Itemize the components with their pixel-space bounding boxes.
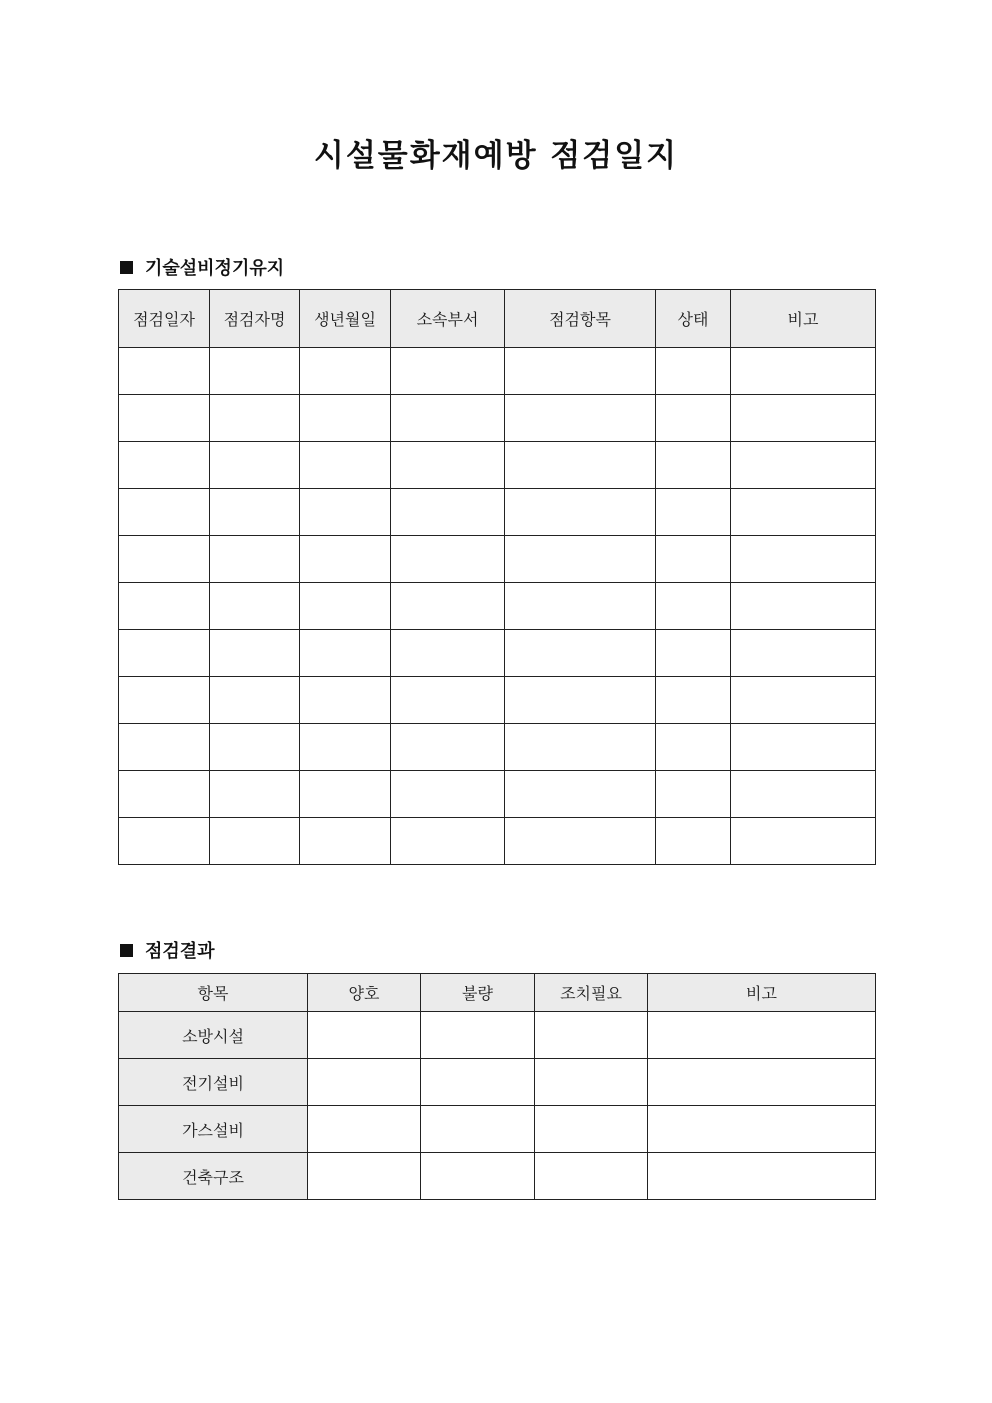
entry-cell[interactable] xyxy=(648,1106,876,1153)
entry-cell[interactable] xyxy=(535,1012,648,1059)
entry-cell[interactable] xyxy=(300,536,391,583)
row-label: 건축구조 xyxy=(119,1153,308,1200)
entry-cell[interactable] xyxy=(210,583,300,630)
entry-cell[interactable] xyxy=(731,442,876,489)
entry-cell[interactable] xyxy=(421,1106,535,1153)
table-row xyxy=(119,1106,876,1153)
column-header: 항목 xyxy=(119,974,308,1012)
entry-cell[interactable] xyxy=(210,630,300,677)
entry-cell[interactable] xyxy=(308,1012,421,1059)
entry-cell[interactable] xyxy=(210,677,300,724)
table-row xyxy=(119,677,876,724)
table-row xyxy=(119,630,876,677)
entry-cell[interactable] xyxy=(300,442,391,489)
entry-cell[interactable] xyxy=(656,818,731,865)
page-title: 시설물화재예방 점검일지 xyxy=(313,138,679,174)
entry-cell[interactable] xyxy=(421,1153,535,1200)
table-header-row xyxy=(119,290,876,348)
table-row xyxy=(119,1059,876,1106)
entry-cell[interactable] xyxy=(391,771,505,818)
black-square-icon xyxy=(120,261,133,274)
table-row xyxy=(119,818,876,865)
entry-cell[interactable] xyxy=(391,583,505,630)
entry-cell[interactable] xyxy=(505,677,656,724)
entry-cell[interactable] xyxy=(119,724,210,771)
entry-cell[interactable] xyxy=(300,818,391,865)
column-header: 점검일자 xyxy=(119,290,210,348)
entry-cell[interactable] xyxy=(648,1153,876,1200)
entry-cell[interactable] xyxy=(391,489,505,536)
column-header: 상태 xyxy=(656,290,731,348)
table-row xyxy=(119,536,876,583)
entry-cell[interactable] xyxy=(656,583,731,630)
entry-cell[interactable] xyxy=(731,536,876,583)
entry-cell[interactable] xyxy=(300,677,391,724)
entry-cell[interactable] xyxy=(731,818,876,865)
column-header: 비고 xyxy=(648,974,876,1012)
entry-cell[interactable] xyxy=(391,818,505,865)
entry-cell[interactable] xyxy=(656,442,731,489)
entry-cell[interactable] xyxy=(505,442,656,489)
column-header: 점검항목 xyxy=(505,290,656,348)
entry-cell[interactable] xyxy=(391,677,505,724)
entry-cell[interactable] xyxy=(648,1059,876,1106)
entry-cell[interactable] xyxy=(505,724,656,771)
entry-cell[interactable] xyxy=(119,771,210,818)
column-header: 비고 xyxy=(731,290,876,348)
section-heading-results xyxy=(120,937,215,963)
entry-cell[interactable] xyxy=(505,395,656,442)
entry-cell[interactable] xyxy=(300,630,391,677)
entry-cell[interactable] xyxy=(731,771,876,818)
entry-cell[interactable] xyxy=(300,395,391,442)
entry-cell[interactable] xyxy=(391,395,505,442)
entry-cell[interactable] xyxy=(731,489,876,536)
entry-cell[interactable] xyxy=(210,348,300,395)
table-row xyxy=(119,1012,876,1059)
entry-cell[interactable] xyxy=(505,348,656,395)
entry-cell[interactable] xyxy=(731,348,876,395)
entry-cell[interactable] xyxy=(656,536,731,583)
entry-cell[interactable] xyxy=(119,536,210,583)
entry-cell[interactable] xyxy=(535,1106,648,1153)
entry-cell[interactable] xyxy=(119,489,210,536)
entry-cell[interactable] xyxy=(656,348,731,395)
inspection-result-table xyxy=(118,973,876,1200)
column-header: 양호 xyxy=(308,974,421,1012)
row-label: 전기설비 xyxy=(119,1059,308,1106)
entry-cell[interactable] xyxy=(505,630,656,677)
entry-cell[interactable] xyxy=(308,1059,421,1106)
section-heading-maintenance xyxy=(120,254,284,280)
entry-cell[interactable] xyxy=(300,724,391,771)
entry-cell[interactable] xyxy=(535,1059,648,1106)
row-label: 가스설비 xyxy=(119,1106,308,1153)
entry-cell[interactable] xyxy=(656,489,731,536)
entry-cell[interactable] xyxy=(505,489,656,536)
entry-cell[interactable] xyxy=(731,724,876,771)
entry-cell[interactable] xyxy=(391,724,505,771)
entry-cell[interactable] xyxy=(210,395,300,442)
entry-cell[interactable] xyxy=(300,771,391,818)
entry-cell[interactable] xyxy=(505,536,656,583)
table-header-row xyxy=(119,974,876,1012)
entry-cell[interactable] xyxy=(535,1153,648,1200)
entry-cell[interactable] xyxy=(300,583,391,630)
entry-cell[interactable] xyxy=(731,395,876,442)
table-row xyxy=(119,348,876,395)
entry-cell[interactable] xyxy=(210,489,300,536)
entry-cell[interactable] xyxy=(731,677,876,724)
entry-cell[interactable] xyxy=(210,724,300,771)
entry-cell[interactable] xyxy=(505,583,656,630)
table-row xyxy=(119,489,876,536)
entry-cell[interactable] xyxy=(119,677,210,724)
entry-cell[interactable] xyxy=(656,771,731,818)
section-heading-label: 점검결과 xyxy=(145,941,215,962)
table-row xyxy=(119,1153,876,1200)
entry-cell[interactable] xyxy=(308,1153,421,1200)
table-row xyxy=(119,771,876,818)
entry-cell[interactable] xyxy=(391,442,505,489)
column-header: 점검자명 xyxy=(210,290,300,348)
column-header: 소속부서 xyxy=(391,290,505,348)
black-square-icon xyxy=(120,944,133,957)
column-header: 조치필요 xyxy=(535,974,648,1012)
entry-cell[interactable] xyxy=(119,348,210,395)
entry-cell[interactable] xyxy=(391,348,505,395)
entry-cell[interactable] xyxy=(210,536,300,583)
entry-cell[interactable] xyxy=(656,630,731,677)
entry-cell[interactable] xyxy=(391,630,505,677)
entry-cell[interactable] xyxy=(656,395,731,442)
table-row xyxy=(119,724,876,771)
table-row xyxy=(119,583,876,630)
section-heading-label: 기술설비정기유지 xyxy=(145,258,285,279)
entry-cell[interactable] xyxy=(648,1012,876,1059)
row-label: 소방시설 xyxy=(119,1012,308,1059)
entry-cell[interactable] xyxy=(119,442,210,489)
entry-cell[interactable] xyxy=(656,724,731,771)
entry-cell[interactable] xyxy=(505,771,656,818)
entry-cell[interactable] xyxy=(656,677,731,724)
entry-cell[interactable] xyxy=(119,818,210,865)
entry-cell[interactable] xyxy=(731,630,876,677)
entry-cell[interactable] xyxy=(391,536,505,583)
entry-cell[interactable] xyxy=(421,1059,535,1106)
maintenance-log-table xyxy=(118,289,876,865)
entry-cell[interactable] xyxy=(210,442,300,489)
entry-cell[interactable] xyxy=(210,771,300,818)
entry-cell[interactable] xyxy=(119,630,210,677)
entry-cell[interactable] xyxy=(210,818,300,865)
entry-cell[interactable] xyxy=(300,348,391,395)
entry-cell[interactable] xyxy=(731,583,876,630)
entry-cell[interactable] xyxy=(308,1106,421,1153)
entry-cell[interactable] xyxy=(119,395,210,442)
entry-cell[interactable] xyxy=(421,1012,535,1059)
column-header: 생년월일 xyxy=(300,290,391,348)
table-row xyxy=(119,442,876,489)
table-row xyxy=(119,395,876,442)
entry-cell[interactable] xyxy=(505,818,656,865)
entry-cell[interactable] xyxy=(300,489,391,536)
entry-cell[interactable] xyxy=(119,583,210,630)
column-header: 불량 xyxy=(421,974,535,1012)
